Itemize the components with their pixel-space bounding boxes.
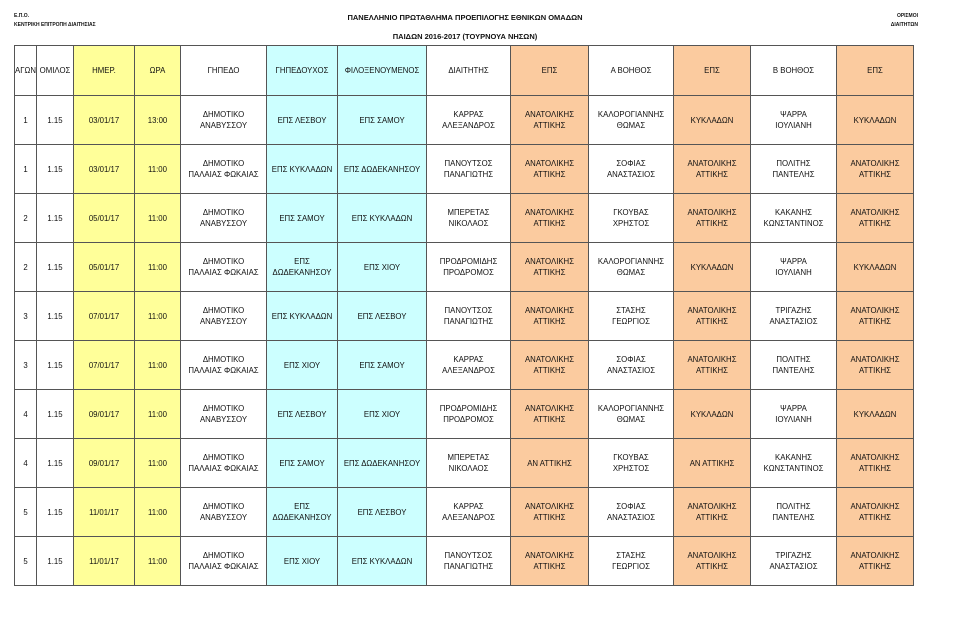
assistant-a-cell: ΓΚΟΥΒΑΣ ΧΡΗΣΤΟΣ — [589, 439, 674, 488]
assistant-b-cell: ΤΡΙΓΑΖΗΣ ΑΝΑΣΤΑΣΙΟΣ — [751, 537, 837, 586]
column-header-referee: ΔΙΑΙΤΗΤΗΣ — [427, 46, 511, 96]
away-team-cell: ΕΠΣ ΚΥΚΛΑΔΩΝ — [338, 194, 427, 243]
date-cell: 11/01/17 — [74, 537, 135, 586]
home-team-cell: ΕΠΣ ΧΙΟΥ — [267, 341, 338, 390]
date-cell: 07/01/17 — [74, 292, 135, 341]
group-cell: 1.15 — [37, 194, 74, 243]
home-team-cell: ΕΠΣ ΣΑΜΟΥ — [267, 439, 338, 488]
time-cell: 11:00 — [135, 488, 181, 537]
stadium-cell: ΔΗΜΟΤΙΚΟ ΑΝΑΒΥΣΣΟΥ — [181, 96, 267, 145]
table-header-row — [15, 46, 914, 96]
assistant-a-eps-cell: ΑΝΑΤΟΛΙΚΗΣ ΑΤΤΙΚΗΣ — [674, 488, 751, 537]
table-row — [15, 292, 914, 341]
table-row — [15, 145, 914, 194]
table-body — [15, 96, 914, 586]
referee-cell: ΚΑΡΡΑΣ ΑΛΕΞΑΝΔΡΟΣ — [427, 341, 511, 390]
assistant-b-cell: ΨΑΡΡΑ ΙΟΥΛΙΑΝΗ — [751, 243, 837, 292]
match-number-cell: 2 — [15, 243, 37, 292]
away-team-cell: ΕΠΣ ΧΙΟΥ — [338, 390, 427, 439]
match-number-cell: 1 — [15, 145, 37, 194]
stadium-cell: ΔΗΜΟΤΙΚΟ ΠΑΛΑΙΑΣ ΦΩΚΑΙΑΣ — [181, 537, 267, 586]
referee-eps-cell: ΑΝΑΤΟΛΙΚΗΣ ΑΤΤΙΚΗΣ — [511, 537, 589, 586]
column-header-assistant-b: Β ΒΟΗΘΟΣ — [751, 46, 837, 96]
assistant-a-eps-cell: ΑΝ ΑΤΤΙΚΗΣ — [674, 439, 751, 488]
table-row — [15, 439, 914, 488]
referee-eps-cell: ΑΝΑΤΟΛΙΚΗΣ ΑΤΤΙΚΗΣ — [511, 243, 589, 292]
away-team-cell: ΕΠΣ ΔΩΔΕΚΑΝΗΣΟΥ — [338, 439, 427, 488]
page-subtitle: ΠΑΙΔΩΝ 2016-2017 (ΤΟΥΡΝΟΥΑ ΝΗΣΩΝ) — [392, 32, 538, 41]
away-team-cell: ΕΠΣ ΛΕΣΒΟΥ — [338, 292, 427, 341]
table-row — [15, 341, 914, 390]
match-number-cell: 3 — [15, 341, 37, 390]
time-cell: 11:00 — [135, 537, 181, 586]
table-row — [15, 390, 914, 439]
referee-cell: ΠΑΝΟΥΤΣΟΣ ΠΑΝΑΓΙΩΤΗΣ — [427, 145, 511, 194]
stadium-cell: ΔΗΜΟΤΙΚΟ ΑΝΑΒΥΣΣΟΥ — [181, 194, 267, 243]
referee-eps-cell: ΑΝ ΑΤΤΙΚΗΣ — [511, 439, 589, 488]
referee-cell: ΜΠΕΡΕΤΑΣ ΝΙΚΟΛΑΟΣ — [427, 439, 511, 488]
match-number-cell: 5 — [15, 488, 37, 537]
referee-cell: ΚΑΡΡΑΣ ΑΛΕΞΑΝΔΡΟΣ — [427, 488, 511, 537]
referee-eps-cell: ΑΝΑΤΟΛΙΚΗΣ ΑΤΤΙΚΗΣ — [511, 96, 589, 145]
time-cell: 11:00 — [135, 390, 181, 439]
document-type-line2: ΔΙΑΙΤΗΤΩΝ — [890, 22, 918, 28]
date-cell: 05/01/17 — [74, 194, 135, 243]
referee-eps-cell: ΑΝΑΤΟΛΙΚΗΣ ΑΤΤΙΚΗΣ — [511, 194, 589, 243]
stadium-cell: ΔΗΜΟΤΙΚΟ ΠΑΛΑΙΑΣ ΦΩΚΑΙΑΣ — [181, 145, 267, 194]
time-cell: 11:00 — [135, 243, 181, 292]
table-row — [15, 243, 914, 292]
stadium-cell: ΔΗΜΟΤΙΚΟ ΠΑΛΑΙΑΣ ΦΩΚΑΙΑΣ — [181, 243, 267, 292]
column-header-date: ΗΜΕΡ. — [74, 46, 135, 96]
group-cell: 1.15 — [37, 439, 74, 488]
match-number-cell: 2 — [15, 194, 37, 243]
home-team-cell: ΕΠΣ ΔΩΔΕΚΑΝΗΣΟΥ — [267, 488, 338, 537]
time-cell: 11:00 — [135, 145, 181, 194]
assistant-a-cell: ΓΚΟΥΒΑΣ ΧΡΗΣΤΟΣ — [589, 194, 674, 243]
referee-cell: ΠΡΟΔΡΟΜΙΔΗΣ ΠΡΟΔΡΟΜΟΣ — [427, 243, 511, 292]
referee-eps-cell: ΑΝΑΤΟΛΙΚΗΣ ΑΤΤΙΚΗΣ — [511, 341, 589, 390]
date-cell: 11/01/17 — [74, 488, 135, 537]
assistant-b-eps-cell: ΚΥΚΛΑΔΩΝ — [837, 390, 914, 439]
assistant-b-cell: ΚΑΚΑΝΗΣ ΚΩΝΣΤΑΝΤΙΝΟΣ — [751, 194, 837, 243]
assistant-b-cell: ΠΟΛΙΤΗΣ ΠΑΝΤΕΛΗΣ — [751, 488, 837, 537]
stadium-cell: ΔΗΜΟΤΙΚΟ ΠΑΛΑΙΑΣ ΦΩΚΑΙΑΣ — [181, 439, 267, 488]
referee-cell: ΠΡΟΔΡΟΜΙΔΗΣ ΠΡΟΔΡΟΜΟΣ — [427, 390, 511, 439]
assistant-a-eps-cell: ΚΥΚΛΑΔΩΝ — [674, 96, 751, 145]
column-header-match: ΑΓΩΝ — [15, 46, 37, 96]
committee-name: ΚΕΝΤΡΙΚΗ ΕΠΙΤΡΟΠΗ ΔΙΑΙΤΗΣΙΑΣ — [14, 22, 96, 28]
date-cell: 07/01/17 — [74, 341, 135, 390]
referee-cell: ΚΑΡΡΑΣ ΑΛΕΞΑΝΔΡΟΣ — [427, 96, 511, 145]
match-number-cell: 3 — [15, 292, 37, 341]
column-header-away-team: ΦΙΛΟΞΕΝΟΥΜΕΝΟΣ — [338, 46, 427, 96]
assistant-b-eps-cell: ΑΝΑΤΟΛΙΚΗΣ ΑΤΤΙΚΗΣ — [837, 292, 914, 341]
assistant-a-eps-cell: ΑΝΑΤΟΛΙΚΗΣ ΑΤΤΙΚΗΣ — [674, 341, 751, 390]
group-cell: 1.15 — [37, 243, 74, 292]
home-team-cell: ΕΠΣ ΧΙΟΥ — [267, 537, 338, 586]
assistant-a-cell: ΣΟΦΙΑΣ ΑΝΑΣΤΑΣΙΟΣ — [589, 145, 674, 194]
assistant-a-cell: ΚΑΛΟΡΟΓΙΑΝΝΗΣ ΘΩΜΑΣ — [589, 243, 674, 292]
time-cell: 11:00 — [135, 341, 181, 390]
home-team-cell: ΕΠΣ ΛΕΣΒΟΥ — [267, 390, 338, 439]
column-header-assistant-a: Α ΒΟΗΘΟΣ — [589, 46, 674, 96]
assistant-a-eps-cell: ΑΝΑΤΟΛΙΚΗΣ ΑΤΤΙΚΗΣ — [674, 292, 751, 341]
assistant-b-eps-cell: ΑΝΑΤΟΛΙΚΗΣ ΑΤΤΙΚΗΣ — [837, 439, 914, 488]
date-cell: 09/01/17 — [74, 390, 135, 439]
column-header-referee-eps: ΕΠΣ — [511, 46, 589, 96]
assistant-a-cell: ΣΤΑΣΗΣ ΓΕΩΡΓΙΟΣ — [589, 537, 674, 586]
match-number-cell: 4 — [15, 390, 37, 439]
stadium-cell: ΔΗΜΟΤΙΚΟ ΠΑΛΑΙΑΣ ΦΩΚΑΙΑΣ — [181, 341, 267, 390]
column-header-home-team: ΓΗΠΕΔΟΥΧΟΣ — [267, 46, 338, 96]
home-team-cell: ΕΠΣ ΣΑΜΟΥ — [267, 194, 338, 243]
group-cell: 1.15 — [37, 341, 74, 390]
referee-eps-cell: ΑΝΑΤΟΛΙΚΗΣ ΑΤΤΙΚΗΣ — [511, 390, 589, 439]
column-header-group: ΟΜΙΛΟΣ — [37, 46, 74, 96]
assistant-b-eps-cell: ΑΝΑΤΟΛΙΚΗΣ ΑΤΤΙΚΗΣ — [837, 194, 914, 243]
assistant-a-cell: ΣΟΦΙΑΣ ΑΝΑΣΤΑΣΙΟΣ — [589, 488, 674, 537]
home-team-cell: ΕΠΣ ΛΕΣΒΟΥ — [267, 96, 338, 145]
assistant-b-eps-cell: ΚΥΚΛΑΔΩΝ — [837, 96, 914, 145]
table-row — [15, 488, 914, 537]
date-cell: 05/01/17 — [74, 243, 135, 292]
schedule-table — [14, 45, 914, 586]
assistant-b-eps-cell: ΑΝΑΤΟΛΙΚΗΣ ΑΤΤΙΚΗΣ — [837, 341, 914, 390]
away-team-cell: ΕΠΣ ΚΥΚΛΑΔΩΝ — [338, 537, 427, 586]
group-cell: 1.15 — [37, 292, 74, 341]
away-team-cell: ΕΠΣ ΧΙΟΥ — [338, 243, 427, 292]
assistant-b-eps-cell: ΑΝΑΤΟΛΙΚΗΣ ΑΤΤΙΚΗΣ — [837, 488, 914, 537]
table-row — [15, 96, 914, 145]
assistant-b-cell: ΠΟΛΙΤΗΣ ΠΑΝΤΕΛΗΣ — [751, 341, 837, 390]
match-number-cell: 1 — [15, 96, 37, 145]
page-title: ΠΑΝΕΛΛΗΝΙΟ ΠΡΩΤΑΘΛΗΜΑ ΠΡΟΕΠΙΛΟΓΗΣ ΕΘΝΙΚΩΝ ΟΜΑΔΩΝ — [347, 13, 583, 22]
assistant-a-eps-cell: ΚΥΚΛΑΔΩΝ — [674, 243, 751, 292]
group-cell: 1.15 — [37, 390, 74, 439]
match-number-cell: 5 — [15, 537, 37, 586]
assistant-b-cell: ΨΑΡΡΑ ΙΟΥΛΙΑΝΗ — [751, 96, 837, 145]
assistant-a-eps-cell: ΑΝΑΤΟΛΙΚΗΣ ΑΤΤΙΚΗΣ — [674, 145, 751, 194]
group-cell: 1.15 — [37, 145, 74, 194]
referee-eps-cell: ΑΝΑΤΟΛΙΚΗΣ ΑΤΤΙΚΗΣ — [511, 488, 589, 537]
assistant-a-cell: ΣΟΦΙΑΣ ΑΝΑΣΤΑΣΙΟΣ — [589, 341, 674, 390]
match-number-cell: 4 — [15, 439, 37, 488]
group-cell: 1.15 — [37, 537, 74, 586]
date-cell: 03/01/17 — [74, 145, 135, 194]
referee-eps-cell: ΑΝΑΤΟΛΙΚΗΣ ΑΤΤΙΚΗΣ — [511, 292, 589, 341]
date-cell: 09/01/17 — [74, 439, 135, 488]
column-header-assistant-b-eps: ΕΠΣ — [837, 46, 914, 96]
column-header-assistant-a-eps: ΕΠΣ — [674, 46, 751, 96]
assistant-b-eps-cell: ΑΝΑΤΟΛΙΚΗΣ ΑΤΤΙΚΗΣ — [837, 537, 914, 586]
column-header-stadium: ΓΗΠΕΔΟ — [181, 46, 267, 96]
referee-cell: ΜΠΕΡΕΤΑΣ ΝΙΚΟΛΑΟΣ — [427, 194, 511, 243]
group-cell: 1.15 — [37, 96, 74, 145]
away-team-cell: ΕΠΣ ΣΑΜΟΥ — [338, 341, 427, 390]
document-type-line1: ΟΡΙΣΜΟΙ — [896, 13, 918, 19]
referee-eps-cell: ΑΝΑΤΟΛΙΚΗΣ ΑΤΤΙΚΗΣ — [511, 145, 589, 194]
date-cell: 03/01/17 — [74, 96, 135, 145]
referee-cell: ΠΑΝΟΥΤΣΟΣ ΠΑΝΑΓΙΩΤΗΣ — [427, 537, 511, 586]
assistant-b-cell: ΚΑΚΑΝΗΣ ΚΩΝΣΤΑΝΤΙΝΟΣ — [751, 439, 837, 488]
assistant-b-cell: ΨΑΡΡΑ ΙΟΥΛΙΑΝΗ — [751, 390, 837, 439]
assistant-a-cell: ΣΤΑΣΗΣ ΓΕΩΡΓΙΟΣ — [589, 292, 674, 341]
home-team-cell: ΕΠΣ ΚΥΚΛΑΔΩΝ — [267, 292, 338, 341]
table-row — [15, 537, 914, 586]
group-cell: 1.15 — [37, 488, 74, 537]
away-team-cell: ΕΠΣ ΔΩΔΕΚΑΝΗΣΟΥ — [338, 145, 427, 194]
assistant-b-eps-cell: ΚΥΚΛΑΔΩΝ — [837, 243, 914, 292]
assistant-b-cell: ΤΡΙΓΑΖΗΣ ΑΝΑΣΤΑΣΙΟΣ — [751, 292, 837, 341]
assistant-a-eps-cell: ΑΝΑΤΟΛΙΚΗΣ ΑΤΤΙΚΗΣ — [674, 537, 751, 586]
assistant-a-cell: ΚΑΛΟΡΟΓΙΑΝΝΗΣ ΘΩΜΑΣ — [589, 390, 674, 439]
stadium-cell: ΔΗΜΟΤΙΚΟ ΑΝΑΒΥΣΣΟΥ — [181, 390, 267, 439]
home-team-cell: ΕΠΣ ΚΥΚΛΑΔΩΝ — [267, 145, 338, 194]
time-cell: 11:00 — [135, 194, 181, 243]
assistant-b-eps-cell: ΑΝΑΤΟΛΙΚΗΣ ΑΤΤΙΚΗΣ — [837, 145, 914, 194]
stadium-cell: ΔΗΜΟΤΙΚΟ ΑΝΑΒΥΣΣΟΥ — [181, 488, 267, 537]
organization-name: Ε.Π.Ο. — [14, 13, 30, 19]
time-cell: 13:00 — [135, 96, 181, 145]
away-team-cell: ΕΠΣ ΛΕΣΒΟΥ — [338, 488, 427, 537]
column-header-time: ΩΡΑ — [135, 46, 181, 96]
table-row — [15, 194, 914, 243]
time-cell: 11:00 — [135, 439, 181, 488]
assistant-a-cell: ΚΑΛΟΡΟΓΙΑΝΝΗΣ ΘΩΜΑΣ — [589, 96, 674, 145]
time-cell: 11:00 — [135, 292, 181, 341]
stadium-cell: ΔΗΜΟΤΙΚΟ ΑΝΑΒΥΣΣΟΥ — [181, 292, 267, 341]
referee-cell: ΠΑΝΟΥΤΣΟΣ ΠΑΝΑΓΙΩΤΗΣ — [427, 292, 511, 341]
assistant-a-eps-cell: ΑΝΑΤΟΛΙΚΗΣ ΑΤΤΙΚΗΣ — [674, 194, 751, 243]
home-team-cell: ΕΠΣ ΔΩΔΕΚΑΝΗΣΟΥ — [267, 243, 338, 292]
assistant-b-cell: ΠΟΛΙΤΗΣ ΠΑΝΤΕΛΗΣ — [751, 145, 837, 194]
assistant-a-eps-cell: ΚΥΚΛΑΔΩΝ — [674, 390, 751, 439]
away-team-cell: ΕΠΣ ΣΑΜΟΥ — [338, 96, 427, 145]
